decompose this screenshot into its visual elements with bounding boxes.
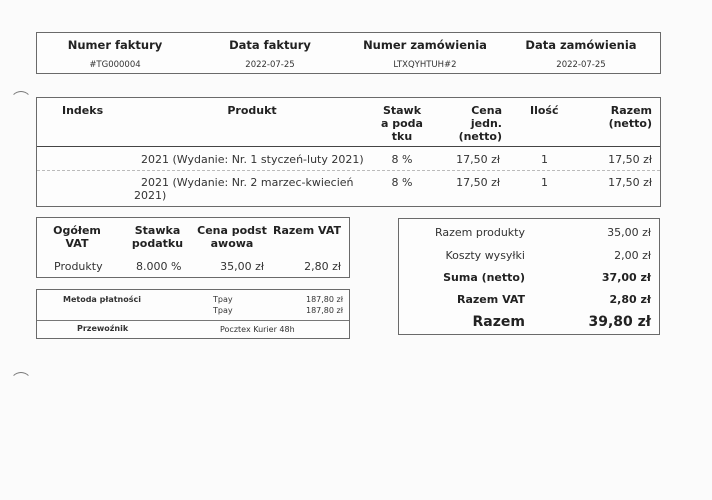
unit-price: 17,50 zł <box>456 176 500 189</box>
column-header-text: tku <box>391 130 413 143</box>
column-header-total-vat <box>47 224 107 250</box>
punch-hole-mark <box>10 91 32 113</box>
payment-carrier-box <box>36 289 350 339</box>
invoice-header-box <box>36 32 661 74</box>
order-totals-box <box>398 218 660 335</box>
order-number-label: Numer zamówienia <box>363 38 487 52</box>
column-header-text: Stawka <box>134 224 181 237</box>
order-date-value: 2022-07-25 <box>556 60 606 70</box>
column-header-index: Indeks <box>62 104 104 117</box>
column-header-text: Stawk <box>382 104 422 117</box>
grand-total-value: 39,80 zł <box>588 314 651 330</box>
column-header-text: Ogółem <box>53 224 101 237</box>
quantity: 1 <box>541 153 548 166</box>
column-header-rate <box>125 224 190 250</box>
payment-method-name: Tpay <box>213 306 233 315</box>
net-sum-label: Suma (netto) <box>443 271 525 284</box>
column-header-text: (netto) <box>458 130 502 143</box>
column-header-text: VAT <box>65 237 89 250</box>
product-name: 2021 (Wydanie: Nr. 1 styczeń-luty 2021) <box>141 153 364 166</box>
invoice-number-label: Numer faktury <box>67 38 163 52</box>
products-table <box>36 97 661 207</box>
row-total: 17,50 zł <box>608 176 652 189</box>
column-header-text: Cena <box>471 104 502 117</box>
vat-summary-table <box>36 217 350 278</box>
column-header-qty: Ilość <box>530 104 559 117</box>
vat-total-label: Razem VAT <box>457 293 525 306</box>
column-header-text: (netto) <box>608 117 652 130</box>
column-header-total <box>592 104 652 130</box>
invoice-date-value: 2022-07-25 <box>245 60 295 70</box>
row-total: 17,50 zł <box>608 153 652 166</box>
column-header-text: a poda <box>381 117 423 130</box>
payment-method-amount: 187,80 zł <box>305 295 343 304</box>
vat-row-rate: 8.000 % <box>136 260 182 273</box>
carrier-label: Przewoźnik <box>77 324 129 333</box>
column-header-tax-rate <box>377 104 427 143</box>
vat-total-value: 2,80 zł <box>609 293 651 306</box>
payment-method-name: Tpay <box>213 295 233 304</box>
column-header-unit-price <box>447 104 502 143</box>
vat-row-name: Produkty <box>54 260 103 273</box>
column-header-text: podatku <box>131 237 184 250</box>
invoice-date-label: Data faktury <box>229 38 311 52</box>
column-header-text: jedn. <box>470 117 502 130</box>
net-sum-value: 37,00 zł <box>601 271 651 284</box>
column-header-text: Cena podst <box>197 224 267 237</box>
header-divider <box>37 146 660 147</box>
products-total-value: 35,00 zł <box>607 226 651 239</box>
tax-rate: 8 % <box>391 176 413 189</box>
column-header-text: Razem <box>610 104 652 117</box>
unit-price: 17,50 zł <box>456 153 500 166</box>
invoice-number-value: #TG000004 <box>89 60 141 70</box>
order-number-value: LTXQYHTUH#2 <box>393 60 457 70</box>
column-header-product: Produkt <box>227 104 277 117</box>
punch-hole-mark <box>10 372 32 394</box>
column-header-base <box>197 224 267 250</box>
column-header-vat-total: Razem VAT <box>273 224 341 237</box>
payment-method-amount: 187,80 zł <box>305 306 343 315</box>
vat-row-total: 2,80 zł <box>304 260 341 273</box>
product-name-continued: 2021) <box>134 189 167 202</box>
carrier-name: Pocztex Kurier 48h <box>220 325 295 334</box>
shipping-cost-label: Koszty wysyłki <box>445 249 525 262</box>
column-header-text: awowa <box>210 237 254 250</box>
vat-row-base: 35,00 zł <box>220 260 264 273</box>
grand-total-label: Razem <box>472 314 525 330</box>
order-date-label: Data zamówienia <box>525 38 637 52</box>
payment-divider <box>37 320 349 321</box>
payment-method-label: Metoda płatności <box>63 295 141 304</box>
product-name: 2021 (Wydanie: Nr. 2 marzec-kwiecień <box>141 176 354 189</box>
quantity: 1 <box>541 176 548 189</box>
products-total-label: Razem produkty <box>434 226 525 239</box>
tax-rate: 8 % <box>391 153 413 166</box>
row-divider <box>37 170 660 171</box>
shipping-cost-value: 2,00 zł <box>614 249 651 262</box>
